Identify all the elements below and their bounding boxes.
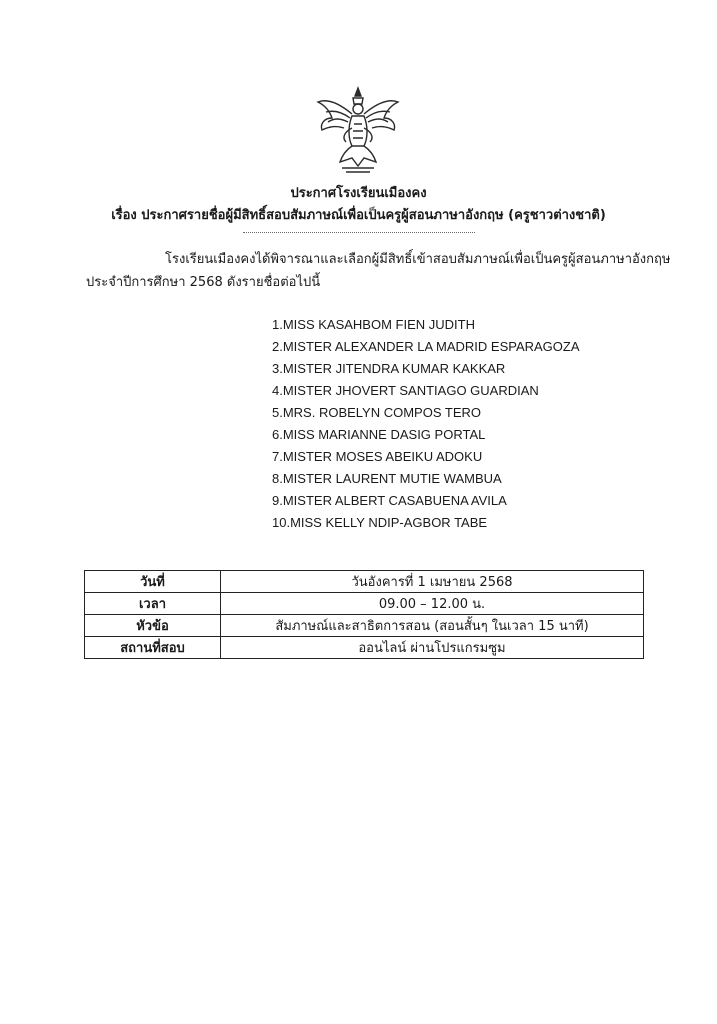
table-row [85,637,644,659]
announcement-subject: เรื่อง ประกาศรายชื่อผู้มีสิทธิ์สอบสัมภาษณ์เพื่อเป็นครูผู้สอนภาษาอังกฤษ (ครูชาวต่างชาติ) [111,208,606,223]
schedule-table [84,570,644,659]
table-value: วันอังคารที่ 1 เมษายน 2568 [221,571,644,593]
list-item: 10.MISS KELLY NDIP-AGBOR TABE [272,515,488,530]
table-value: สัมภาษณ์และสาธิตการสอน (สอนสั้นๆ ในเวลา 15 นาที) [221,615,644,637]
body-paragraph-line-1: โรงเรียนเมืองคงได้พิจารณาและเลือกผู้มีสิทธิ์เข้าสอบสัมภาษณ์เพื่อเป็นครูผู้สอนภาษาอังกฤษ [165,252,671,267]
list-item: 6.MISS MARIANNE DASIG PORTAL [272,427,486,442]
garuda-emblem-icon [312,84,404,176]
list-item: 3.MISTER JITENDRA KUMAR KAKKAR [272,361,506,376]
list-item: 8.MISTER LAURENT MUTIE WAMBUA [272,471,502,486]
list-item: 2.MISTER ALEXANDER LA MADRID ESPARAGOZA [272,339,580,354]
body-paragraph-line-2: ประจำปีการศึกษา 2568 ดังรายชื่อต่อไปนี้ [86,275,321,290]
dotted-divider [243,232,475,233]
list-item: 9.MISTER ALBERT CASABUENA AVILA [272,493,507,508]
table-value: 09.00 – 12.00 น. [221,593,644,615]
table-row [85,593,644,615]
table-label: หัวข้อ [85,615,221,637]
candidate-list [272,314,580,534]
list-item: 5.MRS. ROBELYN COMPOS TERO [272,405,482,420]
announcement-title: ประกาศโรงเรียนเมืองคง [290,186,427,201]
table-label: วันที่ [85,571,221,593]
list-item: 4.MISTER JHOVERT SANTIAGO GUARDIAN [272,383,539,398]
table-row [85,571,644,593]
table-row [85,615,644,637]
list-item: 7.MISTER MOSES ABEIKU ADOKU [272,449,483,464]
table-label: เวลา [85,593,221,615]
table-label: สถานที่สอบ [85,637,221,659]
list-item: 1.MISS KASAHBOM FIEN JUDITH [272,317,475,332]
table-value: ออนไลน์ ผ่านโปรแกรมซูม [221,637,644,659]
